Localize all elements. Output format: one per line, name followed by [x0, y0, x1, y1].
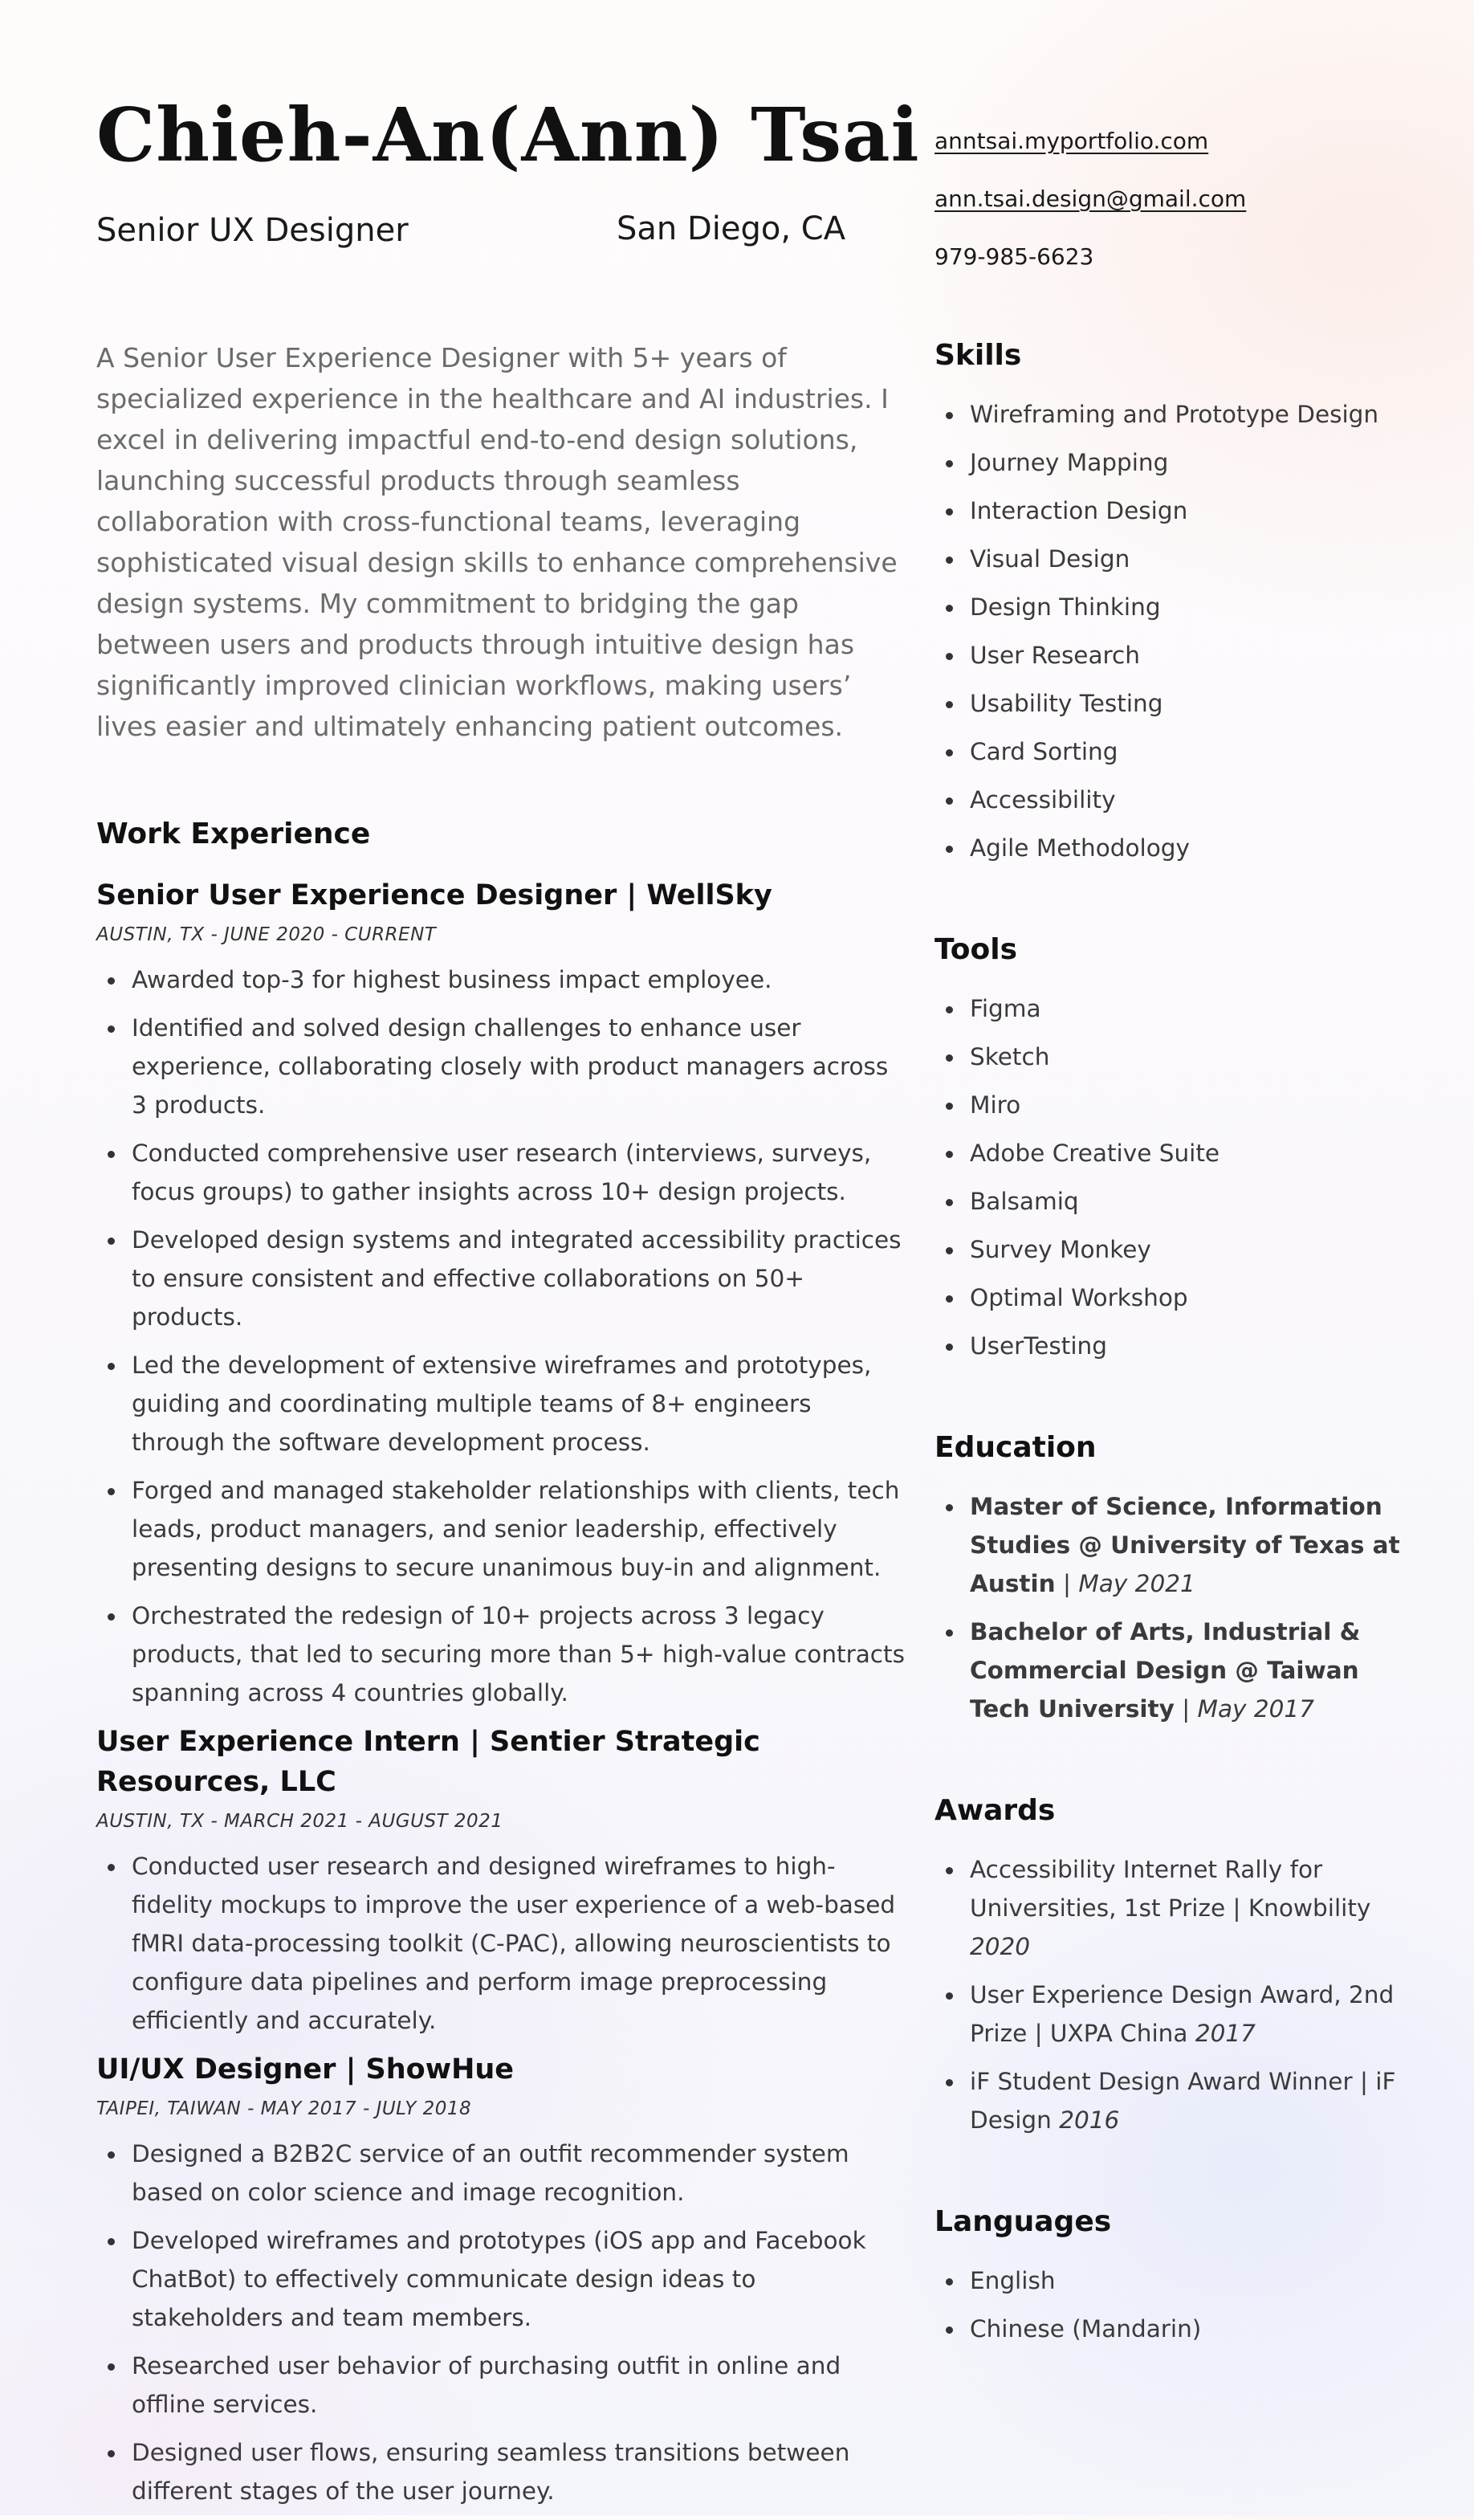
list-item	[970, 1487, 1416, 1603]
list-item: Forged and managed stakeholder relationships with clients, tech leads, product managers, and senior leadership, effectively presenting designs to secure unanimous buy-in and alignment.	[132, 1471, 907, 1587]
degree: Master of Science, Information Studies @ University of Texas at Austin	[970, 1493, 1400, 1597]
list-item: Conducted comprehensive user research (interviews, surveys, focus groups) to gather insights across 10+ design projects.	[132, 1134, 907, 1211]
date: May 2021	[1078, 1570, 1195, 1597]
list-item: Developed design systems and integrated accessibility practices to ensure consistent and effective collaborations on 50+ products.	[132, 1221, 907, 1336]
list-item: Survey Monkey	[970, 1230, 1416, 1269]
job-title: User Experience Intern | Sentier Strategic Resources, LLC	[96, 1726, 760, 1798]
list-item: UserTesting	[970, 1327, 1416, 1365]
education-heading: Education	[934, 1431, 1097, 1464]
list-item: Visual Design	[970, 540, 1416, 578]
awards-section	[934, 1791, 1416, 2139]
list-item: Designed user flows, ensuring seamless transitions between different stages of the user journey.	[132, 2433, 907, 2510]
job-wellsky	[96, 875, 907, 1712]
list-item: Led the development of extensive wireframes and prototypes, guiding and coordinating multiple teams of 8+ engineers through the software development process.	[132, 1346, 907, 1462]
separator: |	[1174, 1695, 1198, 1723]
sidebar	[934, 336, 1416, 2411]
languages-section	[934, 2202, 1416, 2348]
list-item	[970, 2062, 1416, 2139]
job-title: Senior User Experience Designer | WellSky	[96, 879, 772, 911]
job-meta: AUSTIN, TX - JUNE 2020 - CURRENT	[96, 924, 437, 945]
job-meta: TAIPEI, TAIWAN - MAY 2017 - JULY 2018	[96, 2098, 472, 2119]
list-item: Adobe Creative Suite	[970, 1134, 1416, 1172]
education-section	[934, 1428, 1416, 1728]
job-bullets	[96, 960, 907, 1712]
list-item: Balsamiq	[970, 1182, 1416, 1221]
languages-heading: Languages	[934, 2205, 1112, 2238]
award-text: Accessibility Internet Rally for Universities, 1st Prize | Knowbility	[970, 1856, 1371, 1922]
skills-section	[934, 336, 1416, 867]
job-showhue	[96, 2049, 907, 2510]
award-text: iF Student Design Award Winner | iF Design	[970, 2068, 1396, 2134]
awards-heading: Awards	[934, 1794, 1056, 1827]
degree: Bachelor of Arts, Industrial & Commercial Design @ Taiwan Tech University	[970, 1618, 1361, 1723]
tools-heading: Tools	[934, 933, 1018, 966]
list-item	[970, 1976, 1416, 2053]
list-item: Awarded top-3 for highest business impact employee.	[132, 960, 907, 999]
award-year: 2017	[1195, 2020, 1256, 2047]
list-item: Wireframing and Prototype Design	[970, 395, 1416, 434]
list-item: Designed a B2B2C service of an outfit recommender system based on color science and image recognition.	[132, 2135, 907, 2212]
candidate-name: Chieh-An(Ann) Tsai	[96, 92, 920, 178]
award-year: 2020	[970, 1933, 1031, 1960]
location: San Diego, CA	[617, 210, 846, 247]
work-experience-heading: Work Experience	[96, 818, 371, 850]
skills-heading: Skills	[934, 339, 1022, 372]
list-item: Usability Testing	[970, 684, 1416, 723]
list-item: Chinese (Mandarin)	[970, 2310, 1416, 2348]
contact-block	[934, 112, 1246, 286]
list-item	[970, 1850, 1416, 1966]
job-title: UI/UX Designer | ShowHue	[96, 2053, 515, 2086]
tools-section	[934, 930, 1416, 1365]
list-item: English	[970, 2261, 1416, 2300]
list-item: Conducted user research and designed wireframes to high-fidelity mockups to improve the user experience of a web-based fMRI data-processing toolkit (C-PAC), allowing neuroscientists to configure data pipelines and perform image preprocessing efficiently and accurately.	[132, 1847, 907, 2040]
job-meta: AUSTIN, TX - MARCH 2021 - AUGUST 2021	[96, 1811, 503, 1832]
award-text: User Experience Design Award, 2nd Prize | UXPA China	[970, 1981, 1395, 2047]
date: May 2017	[1197, 1695, 1314, 1723]
list-item: Orchestrated the redesign of 10+ projects across 3 legacy products, that led to securing more than 5+ high-value contracts spanning across 4 countries globally.	[132, 1596, 907, 1712]
job-role: Senior UX Designer	[96, 212, 409, 249]
job-bullets	[96, 2135, 907, 2510]
list-item: Developed wireframes and prototypes (iOS app and Facebook ChatBot) to effectively communicate design ideas to stakeholders and team members.	[132, 2221, 907, 2337]
list-item: Figma	[970, 989, 1416, 1028]
list-item: Card Sorting	[970, 732, 1416, 771]
list-item: Design Thinking	[970, 588, 1416, 626]
summary-paragraph: A Senior User Experience Designer with 5+ years of specialized experience in the healthcare and AI industries. I excel in delivering impactful end-to-end design solutions, launching successful products through seamless collaboration with cross-functional teams, leveraging sophisticated visual design skills to enhance comprehensive design systems. My commitment to bridging the gap between users and products through intuitive design has significantly improved clinician workflows, making users’ lives easier and ultimately enhancing patient outcomes.	[96, 342, 898, 742]
list-item: Accessibility	[970, 781, 1416, 819]
work-experience-section	[96, 814, 907, 2520]
list-item: User Research	[970, 636, 1416, 675]
email-link[interactable]: ann.tsai.design@gmail.com	[934, 186, 1247, 212]
separator: |	[1055, 1570, 1079, 1597]
list-item: Optimal Workshop	[970, 1278, 1416, 1317]
job-bullets	[96, 1847, 907, 2040]
award-year: 2016	[1059, 2106, 1120, 2134]
list-item: Miro	[970, 1086, 1416, 1124]
list-item	[970, 1613, 1416, 1728]
list-item: Journey Mapping	[970, 443, 1416, 482]
list-item: Sketch	[970, 1038, 1416, 1076]
job-sentier	[96, 1722, 907, 2040]
list-item: Identified and solved design challenges to enhance user experience, collaborating closely with product managers across 3 products.	[132, 1009, 907, 1124]
list-item: Researched user behavior of purchasing outfit in online and offline services.	[132, 2347, 907, 2424]
list-item: Agile Methodology	[970, 829, 1416, 867]
list-item: Interaction Design	[970, 491, 1416, 530]
portfolio-link[interactable]: anntsai.myportfolio.com	[934, 128, 1209, 154]
phone-number: 979-985-6623	[934, 243, 1094, 270]
